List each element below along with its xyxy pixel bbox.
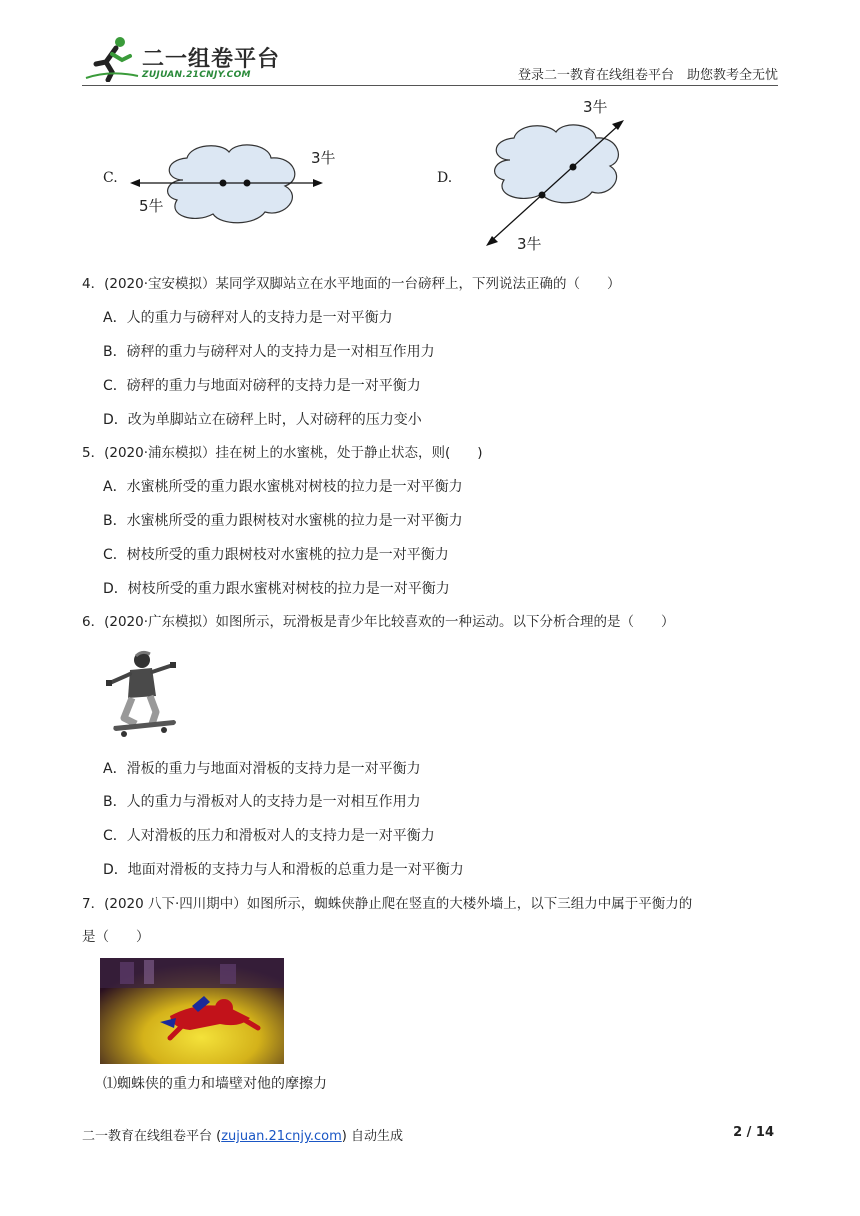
question-6-stem: 6．(2020·广东模拟）如图所示，玩滑板是青少年比较喜欢的一种运动。以下分析合理的是（ ） [82,614,675,630]
arrow-up-d [612,120,624,130]
force-label-c-left: 5牛 [139,197,164,215]
spiderman-image [100,958,284,1064]
point-d-lower [539,192,546,199]
question-7-stem-line1: 7．(2020 八下·四川期中）如图所示，蜘蛛侠静止爬在竖直的大楼外墙上，以下三组力中属于平衡力的 [82,896,693,912]
cloud-object-d [495,125,619,203]
point-c-left [220,180,227,187]
question-5-option-b[interactable]: B．水蜜桃所受的重力跟树枝对水蜜桃的拉力是一对平衡力 [103,513,463,529]
question-5-option-a[interactable]: A．水蜜桃所受的重力跟水蜜桃对树枝的拉力是一对平衡力 [103,479,463,495]
logo-subtitle: ZUJUAN.21CNJY.COM [142,70,251,80]
logo-title: 二一组卷平台 [142,47,281,72]
footer-suffix: ) 自动生成 [341,1129,403,1144]
question-6-option-c[interactable]: C．人对滑板的压力和滑板对人的支持力是一对平衡力 [103,828,435,844]
skateboarder-image [100,648,186,740]
option-c-label: C. [103,170,118,186]
question-7-item-1: ⑴蜘蛛侠的重力和墙壁对他的摩擦力 [103,1076,327,1092]
force-label-d-top: 3牛 [583,98,608,116]
figure-c-diagram [125,140,335,230]
runner-logo-icon [82,34,140,82]
question-4-option-a[interactable]: A．人的重力与磅秤对人的支持力是一对平衡力 [103,310,393,326]
footer-prefix: 二一教育在线组卷平台 ( [82,1129,222,1144]
header-divider [82,85,778,86]
header-logo [82,34,282,84]
question-5-stem: 5．(2020·浦东模拟）挂在树上的水蜜桃，处于静止状态，则( ) [82,445,483,461]
footer-source [82,1125,403,1144]
option-d-label: D. [437,170,453,186]
question-4-option-b[interactable]: B．磅秤的重力与磅秤对人的支持力是一对相互作用力 [103,344,435,360]
question-6-option-a[interactable]: A．滑板的重力与地面对滑板的支持力是一对平衡力 [103,761,421,777]
question-4-stem: 4．(2020·宝安模拟）某同学双脚站立在水平地面的一台磅秤上，下列说法正确的（ ） [82,276,621,292]
point-d-upper [570,164,577,171]
page-number: 2 / 14 [733,1125,774,1140]
footer-link[interactable]: zujuan.21cnjy.com [221,1129,342,1144]
force-label-c-right: 3牛 [311,149,336,167]
arrow-down-d [486,236,498,246]
point-c-right [244,180,251,187]
figure-d-diagram [480,110,630,250]
force-label-d-bottom: 3牛 [517,235,542,253]
arrow-right-c [313,179,323,187]
header-slogan: 登录二一教育在线组卷平台 助您教考全无忧 [517,68,778,83]
question-7-stem-line2: 是（ ） [82,929,150,945]
question-4-option-c[interactable]: C．磅秤的重力与地面对磅秤的支持力是一对平衡力 [103,378,421,394]
question-5-option-c[interactable]: C．树枝所受的重力跟树枝对水蜜桃的拉力是一对平衡力 [103,547,449,563]
question-6-option-d[interactable]: D．地面对滑板的支持力与人和滑板的总重力是一对平衡力 [103,862,464,878]
arrow-left-c [130,179,140,187]
question-4-option-d[interactable]: D．改为单脚站立在磅秤上时，人对磅秤的压力变小 [103,412,422,428]
question-5-option-d[interactable]: D．树枝所受的重力跟水蜜桃对树枝的拉力是一对平衡力 [103,581,450,597]
cloud-object-c [168,145,295,223]
question-6-option-b[interactable]: B．人的重力与滑板对人的支持力是一对相互作用力 [103,794,421,810]
